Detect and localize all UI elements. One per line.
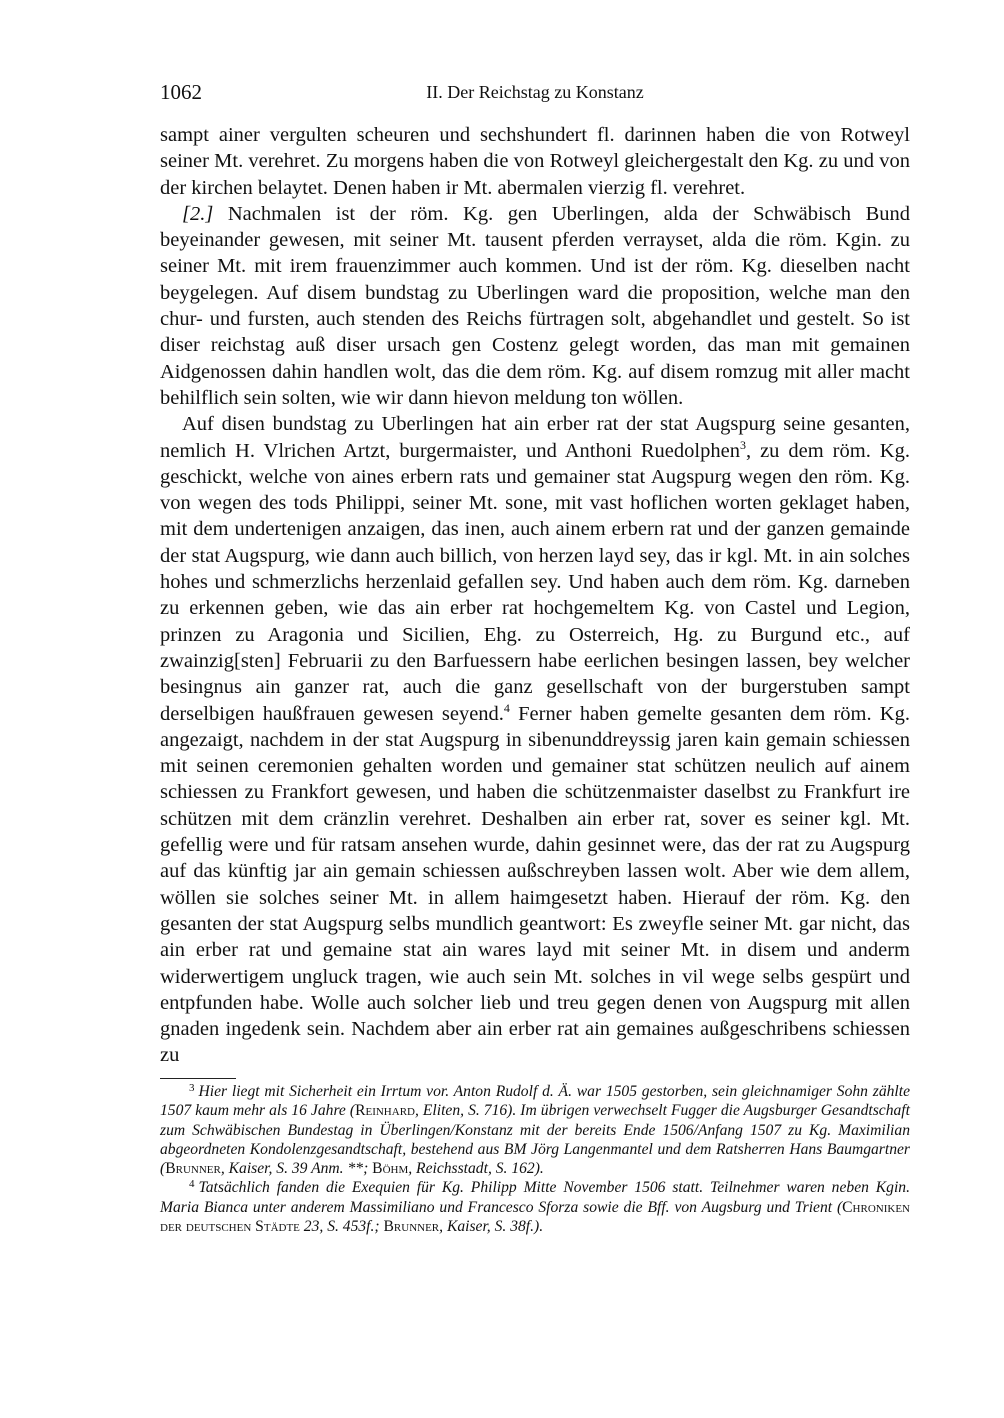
author-name: Brunner [383,1218,440,1236]
running-title: II. Der Reichstag zu Konstanz [426,82,644,102]
footnotes [160,1082,910,1236]
source-title: Chroniken der deutschen Städte [160,1198,910,1236]
footnote-mark: 4 [189,1178,195,1191]
footnote-text: Tatsächlich fanden die Exequien für Kg. Philipp Mitte November 1506 statt. Teilnehmer waren neben Kgin. Maria Bianca unter anderem Massimiliano und Francesco Sforza sowie die Bff. von Augsburg und Trient ( [160,1179,910,1216]
paragraph-1 [160,122,910,201]
footnote-4 [160,1178,910,1236]
page-number: 1062 [160,80,202,104]
footnote-rule [160,1078,236,1079]
author-name: Reinhard [355,1102,415,1120]
page-header [160,80,910,108]
footnote-mark: 3 [189,1082,195,1094]
section-number: [2.] [182,202,214,225]
paragraph-2-text: Nachmalen ist der röm. Kg. gen Uberlingen, alda der Schwäbisch Bund beyeinander gewesen, mit seiner Mt. tausent pferden verrayset, alda die röm. Kgin. zu seiner Mt. mit irem frauenzimmer auch kommen. Und ist der röm. Kg. dieselben nacht beygelegen. Auf disem bundstag zu Uberlingen ward die proposition, welche man den chur- und fursten, auch stenden des Reichs fürtragen solt, abgehandlet und gestelt. So ist diser reichstag auß diser ursach gen Costenz gelegt worden, das man mit gemainen Aidgenossen dahin handlen wolt, das die dem röm. Kg. auf disem romzug mit aller macht behilflich sein solten, wie wir dann hievon meldung ton wöllen. [160,202,910,409]
footnote-text: , Kaiser, S. 39 Anm. **; [220,1160,373,1178]
paragraph-3-text-b: , zu dem röm. Kg. geschickt, welche von aines erbern rats und gemainer stat Augspurg wegen den röm. Kg. von wegen des tods Philippi, seiner Mt. sone, mit vast hoflichen worten geklaget haben, mit dem undertenigen anzaigen, das inen, auch ainem erbern rat und der ganzen gemainde der stat Augspurg, wie dann auch billich, von herzen layd sey, das ir kgl. Mt. in ain solches hohes und schmerzlichs herzenlaid gefallen sey. Und haben auch dem röm. Kg. darneben zu erkennen geben, wie das ain erber rat hochgemeltem Kg. von Castel und Legion, prinzen zu Aragonia und Sicilien, Ehg. zu Osterreich, Hg. zu Burgund etc., auf zwainzig[sten] Februarii zu den Barfuessern habe eerlichen besingen lassen, bey welcher besingnus ain ganzer rat, auch die ganz gesellschaft von der burgerstuben sampt derselbigen haußfrauen gewesen seyend. [160,439,910,725]
paragraph-1-text: sampt ainer vergulten scheuren und sechshundert fl. darinnen haben die von Rotweyl seiner Mt. verehret. Zu morgens haben die von Rotweyl gleichergestalt den Kg. zu und von der kirchen belaytet. Denen haben ir Mt. abermalen vierzig fl. verehret. [160,124,910,199]
footnote-3 [160,1082,910,1178]
author-name: Böhm [372,1160,409,1178]
footnote-text: , Kaiser, S. 38f.). [439,1218,544,1236]
footnote-text: , Reichsstadt, S. 162). [408,1160,544,1178]
author-name: Brunner [165,1160,221,1178]
footnote-text: 23, S. 453f.; [299,1218,384,1236]
footnote-ref-4: 4 [503,700,510,715]
paragraph-3-text-c: Ferner haben gemelte gesanten dem röm. Kg. angezaigt, nachdem in der stat Augspurg in sibenunddreyssig jaren kain gemain schiessen mit seinen ceremonien gehalten worden und gemainer stat schützen neulich auf ainem schiessen zu Frankfort gewesen, und haben die schützenmaister daselbst zu Frankfurt ire schützen mit dem cränzlin verehret. Deshalben ain erber rat, sover es seiner kgl. Mt. gefellig were und für ratsam ansehen wurde, dahin gesinnet were, das der rat zu Augspurg auf das künftig jar ain gemain schiessen außschreyben lassen wolt. Aber wie dem allem, wöllen sie solches seiner Mt. in allem haimgesetzt haben. Hierauf der röm. Kg. den gesanten der stat Augspurg selbs mundlich geantwort: Es zweyfle seiner Mt. gar nicht, das ain erber rat und gemaine stat ain wares layd mit seiner Mt. in disem und anderm widerwertigem ungluck tragen, wie auch sein Mt. solches in vil wege selbs gespürt und entpfunden habe. Wolle auch solcher lieb und treu gegen denen von Augspurg mit allen gnaden ingedenk sein. Nachdem aber ain erber rat ain gemaines außgeschribens schiessen zu [160,702,910,1067]
paragraph-3-text-a: Auf disen bundstag zu Uberlingen hat ain erber rat der stat Augspurg seine gesanten, nemlich H. Vlrichen Artzt, burgermaister, und Anthoni Ruedolphen [160,413,910,462]
footnote-text: , Eliten, S. 716). Im übrigen verwechselt Fugger die Augsburger Gesandtschaft zum Schwäbischen Bundestag in Überlingen/Konstanz mit der bereits Ende 1506/Anfang 1507 zu Kg. Maximilian abgeordneten Kondolenzgesandtschaft, bestehend aus BM Jörg Langenmantel und dem Ratsherren Hans Baumgartner ( [160,1102,910,1178]
paragraph-3 [160,411,910,1068]
body-text [160,122,910,1069]
footnote-text: Hier liegt mit Sicherheit ein Irrtum vor. Anton Rudolf d. Ä. war 1505 gestorben, sein gleichnamiger Sohn zählte 1507 kaum mehr als 16 Jahre ( [160,1083,910,1120]
paragraph-2 [160,201,910,411]
footnote-ref-3: 3 [739,437,746,452]
